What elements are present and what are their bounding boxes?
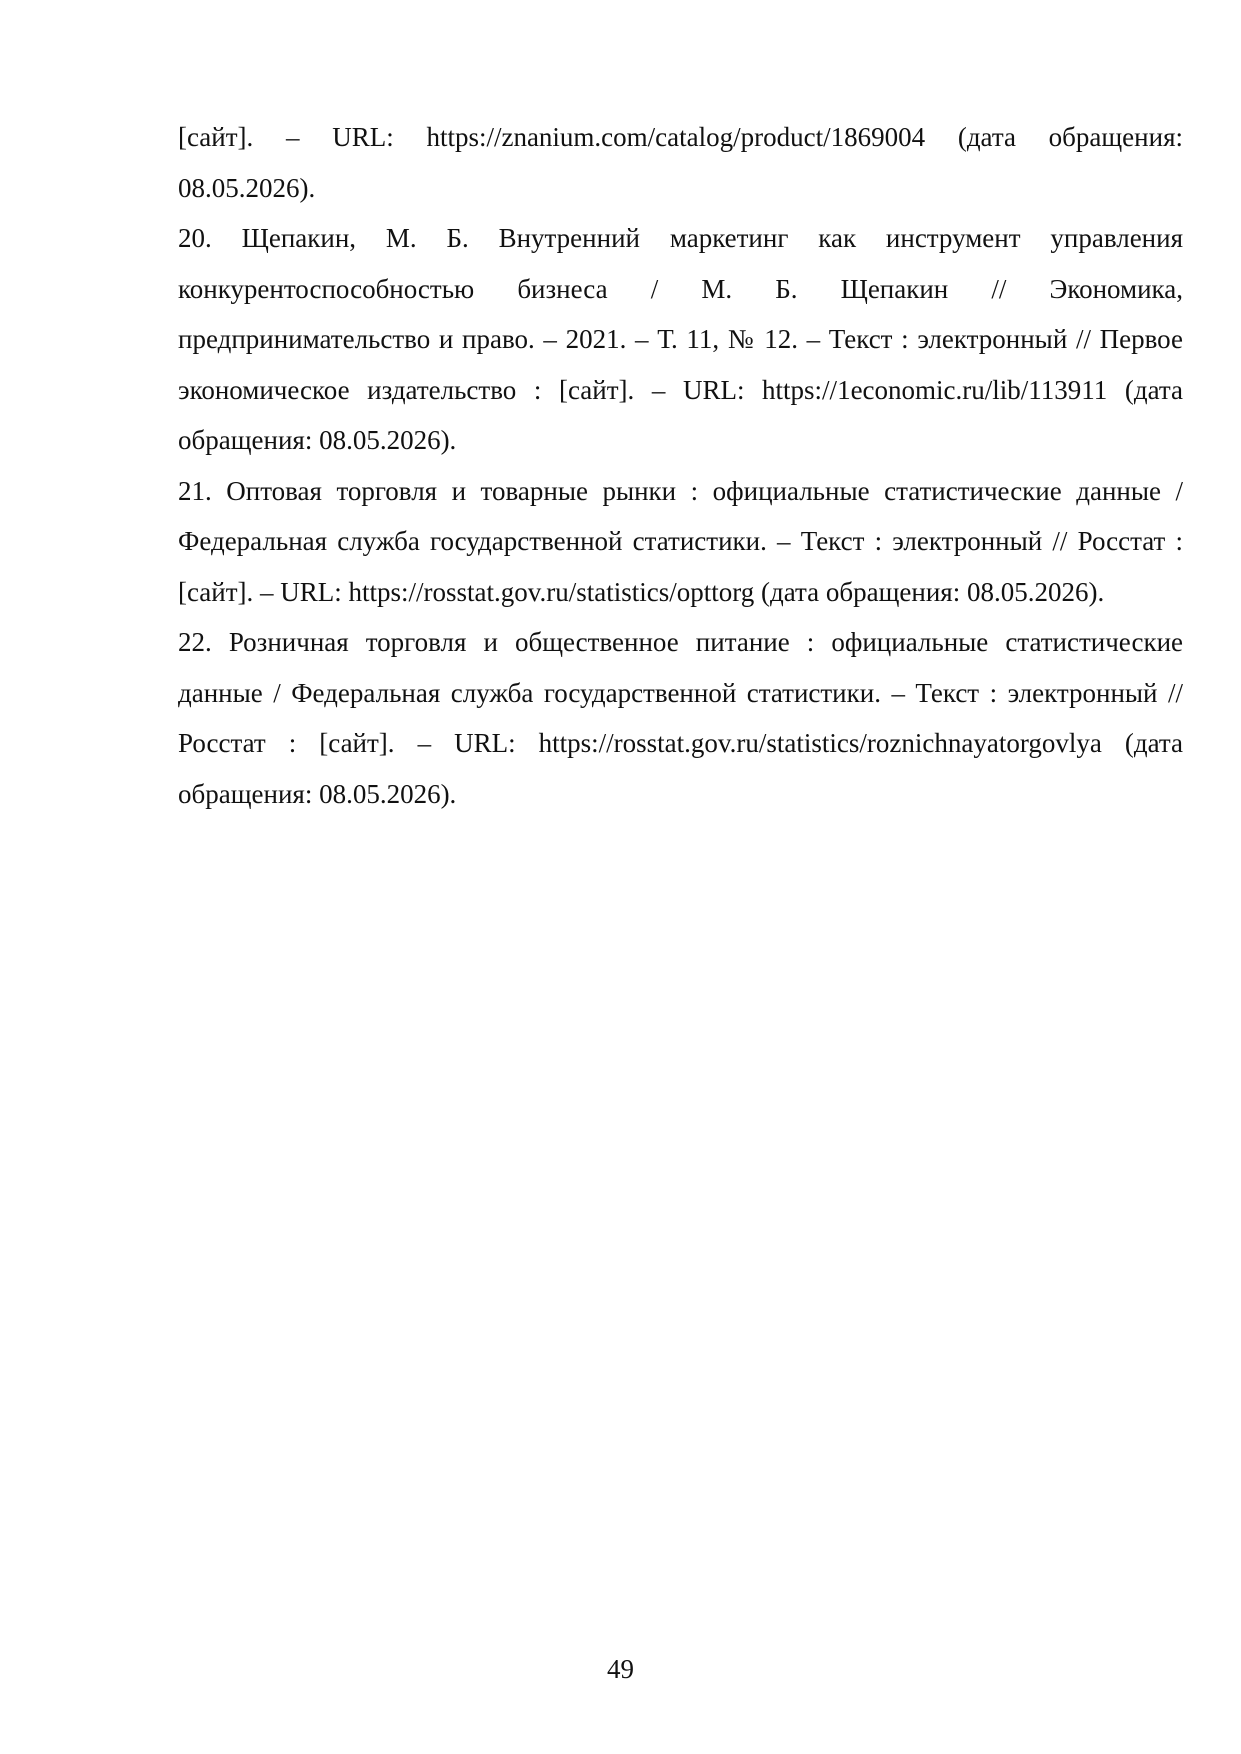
page-number: 49 [607, 1654, 634, 1684]
bibliography-entry-21: 21. Оптовая торговля и товарные рынки : официальные статистические данные / Федеральная служба государственной статистики. – Текст : электронный // Росстат : [сайт]. – URL: https://rosstat.gov.ru/statistics/opttorg (дата обращения: 08.05.2026). [178, 475, 1183, 607]
bibliography-entry-19-continuation: [сайт]. – URL: https://znanium.com/catalog/product/1869004 (дата обращения: 08.05.2026). [178, 122, 1183, 203]
bibliography-entry-20: 20. Щепакин, М. Б. Внутренний маркетинг как инструмент управления конкурентоспособностью бизнеса / М. Б. Щепакин // Экономика, предпринимательство и право. – 2021. – Т. 11, № 12. – Текст : электронный // Первое экономическое издательство : [сайт]. – URL: https://1economic.ru/lib/113911 (дата обращения: 08.05.2026). [178, 223, 1183, 455]
bibliography-list [178, 112, 1183, 819]
bibliography-entry-22: 22. Розничная торговля и общественное питание : официальные статистические данные / Федеральная служба государственной статистики. – Текст : электронный // Росстат : [сайт]. – URL: https://rosstat.gov.ru/statistics/roznichnayatorgovlya (дата обращения: 08.05.2026). [178, 627, 1183, 809]
